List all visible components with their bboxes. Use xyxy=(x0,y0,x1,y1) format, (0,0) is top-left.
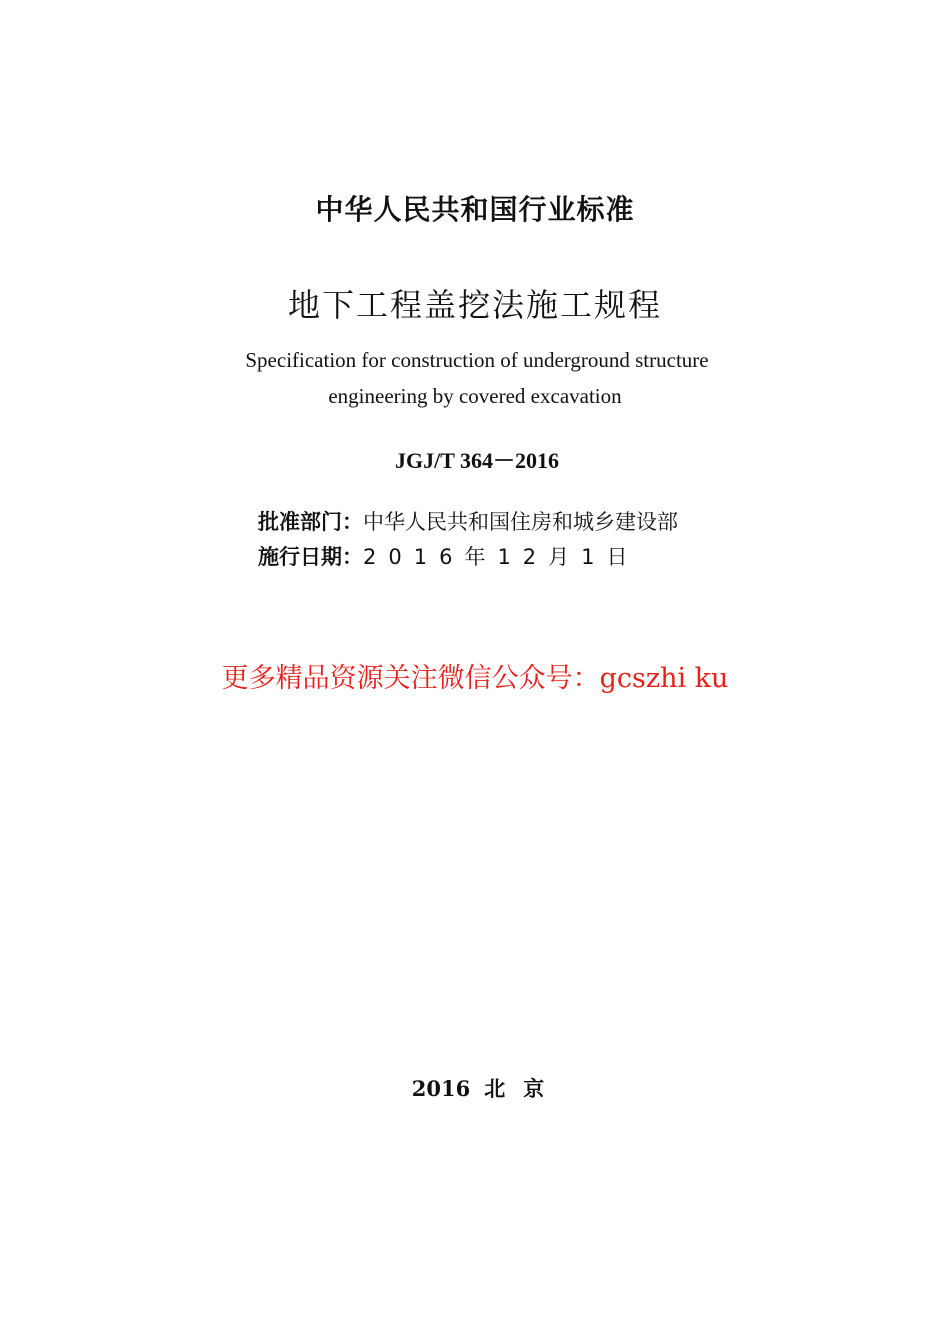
approval-label: 批准部门： xyxy=(258,510,363,534)
standard-category: 中华人民共和国行业标准 xyxy=(315,193,635,226)
title-chinese: 地下工程盖挖法施工规程 xyxy=(287,286,662,324)
approval-value: 中华人民共和国住房和城乡建设部 xyxy=(363,510,678,534)
imprint-year: 2016 xyxy=(411,1076,471,1101)
approval-row xyxy=(258,506,678,536)
publication-imprint xyxy=(12,1073,950,1103)
title-english-line-2: engineering by covered excavation xyxy=(328,384,622,408)
title-english-line-1: Specification for construction of underground structure xyxy=(245,348,709,372)
effective-date-label: 施行日期： xyxy=(258,545,363,569)
imprint-city: 北京 xyxy=(484,1076,563,1101)
effective-date-row xyxy=(258,541,640,571)
promo-notice: 更多精品资源关注微信公众号：gcszhi ku xyxy=(221,663,729,694)
effective-date-value: 2016年12月1日 xyxy=(363,545,640,569)
standard-code: JGJ/T 364－2016 xyxy=(394,448,559,473)
